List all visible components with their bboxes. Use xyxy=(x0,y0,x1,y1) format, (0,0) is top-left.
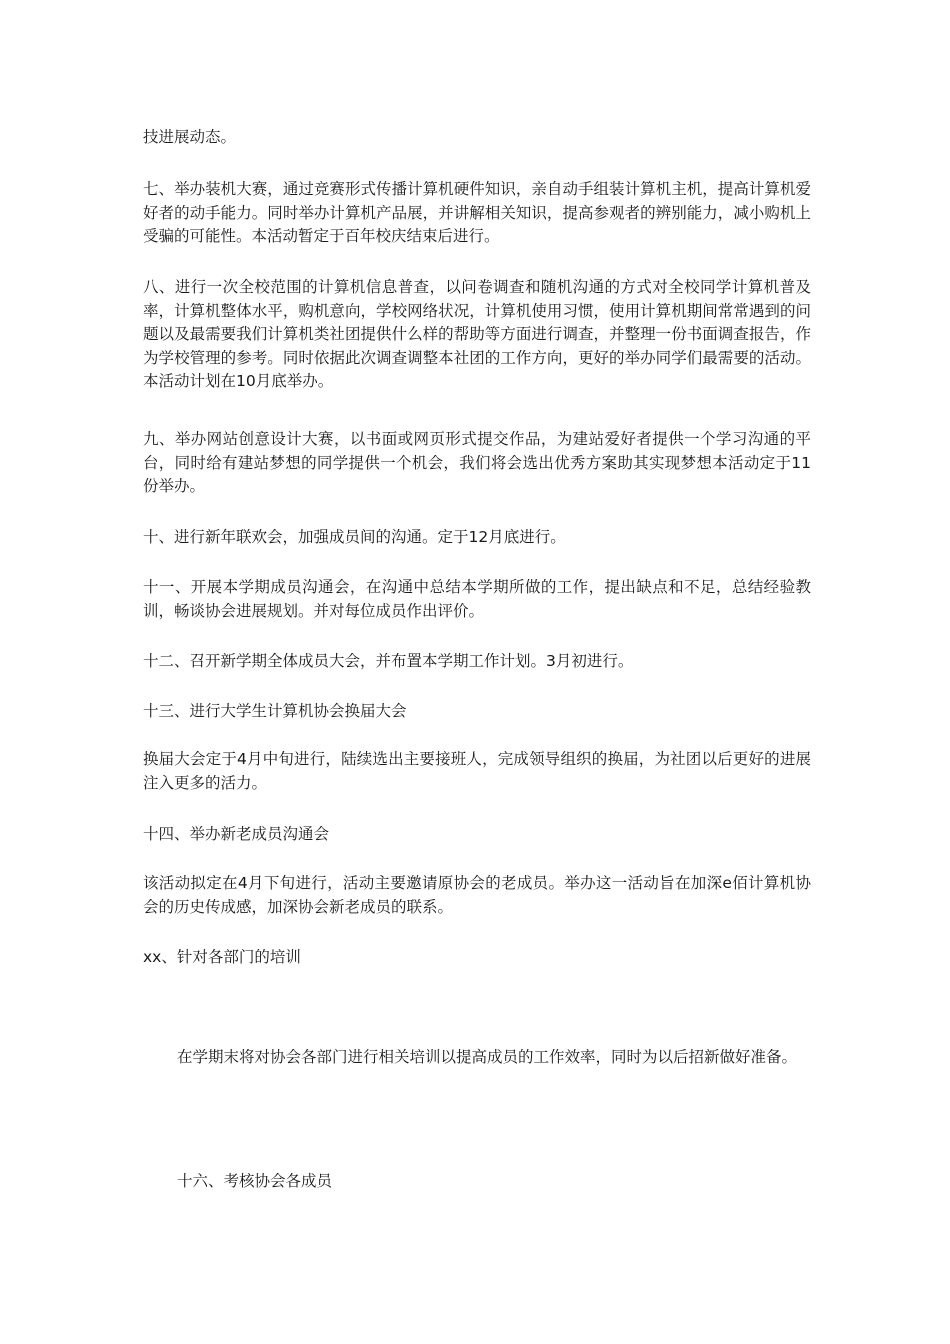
paragraph-item-9: 九、举办网站创意设计大赛，以书面或网页形式提交作品，为建站爱好者提供一个学习沟通的平台，同时给有建站梦想的同学提供一个机会，我们将会选出优秀方案助其实现梦想本活动定于11份举办。 xyxy=(143,430,811,495)
paragraph-item-13-body: 换届大会定于4月中旬进行，陆续选出主要接班人，完成领导组织的换届，为社团以后更好的进展注入更多的活力。 xyxy=(143,750,811,792)
paragraph-item-11: 十一、开展本学期成员沟通会，在沟通中总结本学期所做的工作，提出缺点和不足，总结经验教训，畅谈协会进展规划。并对每位成员作出评价。 xyxy=(143,578,811,620)
paragraph-item-16-heading: 十六、考核协会各成员 xyxy=(177,1172,333,1190)
paragraph-item-10: 十、进行新年联欢会，加强成员间的沟通。定于12月底进行。 xyxy=(143,528,566,546)
paragraph-continuation: 技进展动态。 xyxy=(143,128,237,146)
paragraph-item-14-body: 该活动拟定在4月下旬进行，活动主要邀请原协会的老成员。举办这一活动旨在加深e佰计算机协会的历史传成感，加深协会新老成员的联系。 xyxy=(143,874,811,916)
paragraph-item-13-heading: 十三、进行大学生计算机协会换届大会 xyxy=(143,702,407,720)
paragraph-item-15-body: 在学期末将对协会各部门进行相关培训以提高成员的工作效率，同时为以后招新做好准备。 xyxy=(177,1048,798,1066)
paragraph-item-14-heading: 十四、举办新老成员沟通会 xyxy=(143,825,330,843)
paragraph-item-12: 十二、召开新学期全体成员大会，并布置本学期工作计划。3月初进行。 xyxy=(143,652,634,670)
paragraph-item-7: 七、举办装机大赛，通过竞赛形式传播计算机硬件知识，亲自动手组装计算机主机，提高计算机爱好者的动手能力。同时举办计算机产品展，并讲解相关知识，提高参观者的辨别能力，减小购机上受骗的可能性。本活动暂定于百年校庆结束后进行。 xyxy=(143,180,811,245)
paragraph-item-8: 八、进行一次全校范围的计算机信息普查，以问卷调查和随机沟通的方式对全校同学计算机普及率，计算机整体水平，购机意向，学校网络状况，计算机使用习惯，使用计算机期间常常遇到的问题以及最需要我们计算机类社团提供什么样的帮助等方面进行调查，并整理一份书面调查报告，作为学校管理的参考。同时依据此次调查调整本社团的工作方向，更好的举办同学们最需要的活动。本活动计划在10月底举办。 xyxy=(143,278,811,390)
paragraph-item-15-heading: xx、针对各部门的培训 xyxy=(143,948,301,966)
